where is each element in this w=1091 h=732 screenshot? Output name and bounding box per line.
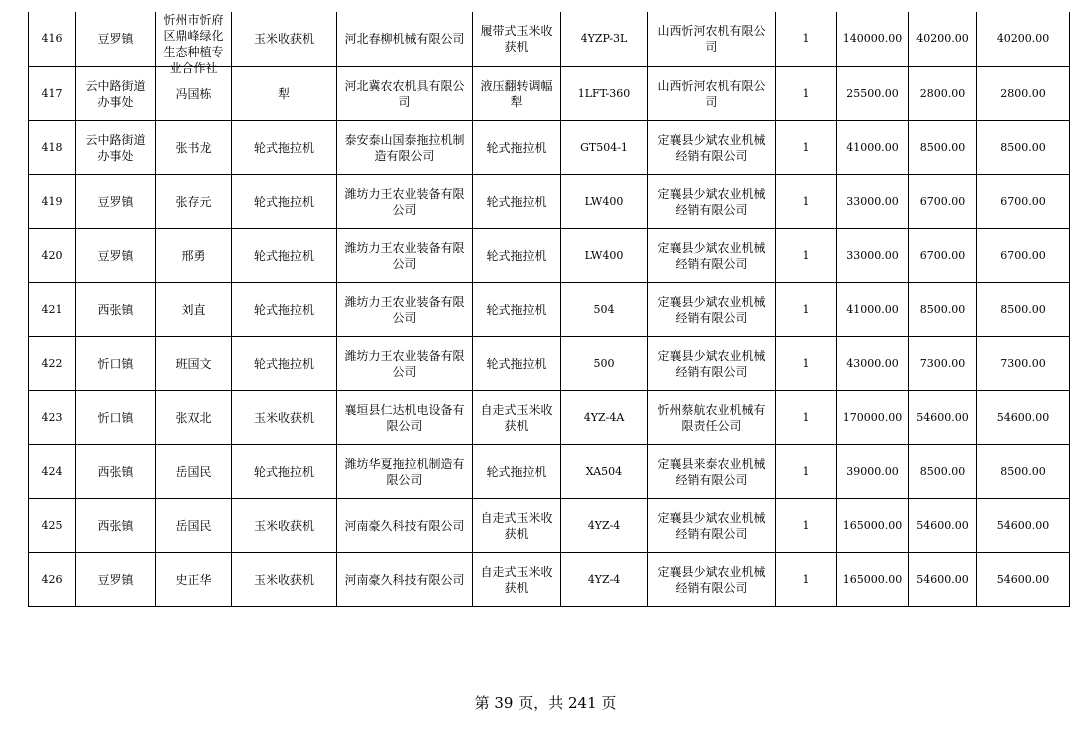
table-row	[29, 175, 1070, 229]
cell-buyer: 张存元	[156, 175, 232, 229]
cell-dealer: 定襄县少斌农业机械经销有限公司	[648, 499, 776, 553]
cell-unit-subsidy: 2800.00	[909, 67, 977, 121]
cell-sale-price: 140000.00	[837, 12, 909, 67]
cell-manufacturer: 潍坊力王农业装备有限公司	[337, 175, 473, 229]
cell-town: 云中路街道办事处	[76, 121, 156, 175]
cell-manufacturer: 潍坊华夏拖拉机制造有限公司	[337, 445, 473, 499]
cell-product-name: 自走式玉米收获机	[473, 391, 561, 445]
cell-machine-category: 轮式拖拉机	[232, 337, 337, 391]
cell-quantity: 1	[776, 121, 837, 175]
cell-sale-price: 41000.00	[837, 121, 909, 175]
table-row	[29, 337, 1070, 391]
cell-total-subsidy: 54600.00	[977, 553, 1070, 607]
cell-buyer: 冯国栋	[156, 67, 232, 121]
page-number: 第 39 页，共 241 页	[474, 694, 617, 712]
cell-manufacturer: 潍坊力王农业装备有限公司	[337, 283, 473, 337]
cell-sale-price: 43000.00	[837, 337, 909, 391]
table-row	[29, 121, 1070, 175]
cell-sale-price: 41000.00	[837, 283, 909, 337]
cell-town: 豆罗镇	[76, 175, 156, 229]
table-row	[29, 499, 1070, 553]
cell-manufacturer: 河南豪久科技有限公司	[337, 553, 473, 607]
cell-product-name: 轮式拖拉机	[473, 337, 561, 391]
cell-quantity: 1	[776, 391, 837, 445]
cell-machine-category: 玉米收获机	[232, 553, 337, 607]
cell-buyer: 张双北	[156, 391, 232, 445]
cell-product-name: 履带式玉米收获机	[473, 12, 561, 67]
cell-product-name: 轮式拖拉机	[473, 229, 561, 283]
cell-index: 424	[29, 445, 76, 499]
cell-model: 4YZP-3L	[561, 12, 648, 67]
cell-unit-subsidy: 6700.00	[909, 229, 977, 283]
cell-unit-subsidy: 40200.00	[909, 12, 977, 67]
cell-total-subsidy: 6700.00	[977, 175, 1070, 229]
cell-index: 416	[29, 12, 76, 67]
cell-unit-subsidy: 6700.00	[909, 175, 977, 229]
cell-sale-price: 170000.00	[837, 391, 909, 445]
cell-quantity: 1	[776, 283, 837, 337]
table-row	[29, 553, 1070, 607]
cell-total-subsidy: 54600.00	[977, 499, 1070, 553]
cell-unit-subsidy: 54600.00	[909, 391, 977, 445]
cell-buyer: 班国文	[156, 337, 232, 391]
cell-town: 忻口镇	[76, 391, 156, 445]
cell-sale-price: 33000.00	[837, 229, 909, 283]
cell-machine-category: 玉米收获机	[232, 12, 337, 67]
cell-product-name: 液压翻转调幅犁	[473, 67, 561, 121]
cell-unit-subsidy: 8500.00	[909, 445, 977, 499]
cell-unit-subsidy: 8500.00	[909, 283, 977, 337]
cell-dealer: 山西忻河农机有限公司	[648, 12, 776, 67]
cell-town: 豆罗镇	[76, 229, 156, 283]
cell-index: 417	[29, 67, 76, 121]
cell-machine-category: 犁	[232, 67, 337, 121]
cell-dealer: 山西忻河农机有限公司	[648, 67, 776, 121]
cell-town: 西张镇	[76, 283, 156, 337]
cell-town: 豆罗镇	[76, 12, 156, 67]
cell-manufacturer: 潍坊力王农业装备有限公司	[337, 229, 473, 283]
cell-model: GT504-1	[561, 121, 648, 175]
cell-dealer: 定襄县少斌农业机械经销有限公司	[648, 283, 776, 337]
cell-manufacturer: 襄垣县仁达机电设备有限公司	[337, 391, 473, 445]
table-row	[29, 445, 1070, 499]
cell-machine-category: 轮式拖拉机	[232, 121, 337, 175]
cell-unit-subsidy: 54600.00	[909, 499, 977, 553]
cell-unit-subsidy: 7300.00	[909, 337, 977, 391]
cell-town: 西张镇	[76, 499, 156, 553]
cell-machine-category: 轮式拖拉机	[232, 445, 337, 499]
cell-total-subsidy: 8500.00	[977, 121, 1070, 175]
cell-unit-subsidy: 8500.00	[909, 121, 977, 175]
cell-dealer: 定襄县来泰农业机械经销有限公司	[648, 445, 776, 499]
cell-product-name: 轮式拖拉机	[473, 121, 561, 175]
table-row	[29, 391, 1070, 445]
cell-product-name: 自走式玉米收获机	[473, 553, 561, 607]
cell-town: 豆罗镇	[76, 553, 156, 607]
cell-dealer: 定襄县少斌农业机械经销有限公司	[648, 337, 776, 391]
cell-buyer-text: 忻州市忻府区鼎峰绿化生态种植专业合作社	[163, 13, 224, 75]
cell-quantity: 1	[776, 67, 837, 121]
cell-index: 423	[29, 391, 76, 445]
cell-index: 425	[29, 499, 76, 553]
cell-machine-category: 玉米收获机	[232, 499, 337, 553]
cell-index: 422	[29, 337, 76, 391]
table-row	[29, 12, 1070, 67]
cell-index: 420	[29, 229, 76, 283]
cell-town: 西张镇	[76, 445, 156, 499]
cell-total-subsidy: 54600.00	[977, 391, 1070, 445]
cell-buyer: 史正华	[156, 553, 232, 607]
cell-index: 426	[29, 553, 76, 607]
cell-town: 忻口镇	[76, 337, 156, 391]
cell-manufacturer: 河北春柳机械有限公司	[337, 12, 473, 67]
cell-model: 1LFT-360	[561, 67, 648, 121]
cell-buyer: 张书龙	[156, 121, 232, 175]
cell-dealer: 定襄县少斌农业机械经销有限公司	[648, 553, 776, 607]
cell-model: LW400	[561, 175, 648, 229]
cell-quantity: 1	[776, 12, 837, 67]
cell-dealer: 定襄县少斌农业机械经销有限公司	[648, 121, 776, 175]
cell-model: 504	[561, 283, 648, 337]
cell-machine-category: 轮式拖拉机	[232, 229, 337, 283]
cell-index: 421	[29, 283, 76, 337]
cell-product-name: 轮式拖拉机	[473, 445, 561, 499]
cell-manufacturer: 泰安泰山国泰拖拉机制造有限公司	[337, 121, 473, 175]
cell-model: LW400	[561, 229, 648, 283]
subsidy-table	[28, 12, 1070, 607]
cell-machine-category: 轮式拖拉机	[232, 175, 337, 229]
cell-dealer: 忻州蔡航农业机械有限责任公司	[648, 391, 776, 445]
cell-unit-subsidy: 54600.00	[909, 553, 977, 607]
cell-product-name: 轮式拖拉机	[473, 175, 561, 229]
cell-model: 4YZ-4	[561, 553, 648, 607]
cell-product-name: 自走式玉米收获机	[473, 499, 561, 553]
table-row	[29, 283, 1070, 337]
cell-quantity: 1	[776, 337, 837, 391]
cell-machine-category: 轮式拖拉机	[232, 283, 337, 337]
cell-buyer: 岳国民	[156, 445, 232, 499]
cell-total-subsidy: 6700.00	[977, 229, 1070, 283]
cell-buyer: 刘直	[156, 283, 232, 337]
cell-index: 419	[29, 175, 76, 229]
cell-total-subsidy: 40200.00	[977, 12, 1070, 67]
table-row	[29, 229, 1070, 283]
cell-sale-price: 165000.00	[837, 553, 909, 607]
cell-quantity: 1	[776, 553, 837, 607]
cell-quantity: 1	[776, 499, 837, 553]
cell-quantity: 1	[776, 229, 837, 283]
cell-sale-price: 165000.00	[837, 499, 909, 553]
cell-town: 云中路街道办事处	[76, 67, 156, 121]
cell-total-subsidy: 8500.00	[977, 283, 1070, 337]
cell-dealer: 定襄县少斌农业机械经销有限公司	[648, 175, 776, 229]
cell-total-subsidy: 7300.00	[977, 337, 1070, 391]
cell-sale-price: 25500.00	[837, 67, 909, 121]
cell-manufacturer: 河北冀农农机具有限公司	[337, 67, 473, 121]
cell-quantity: 1	[776, 445, 837, 499]
cell-model: 500	[561, 337, 648, 391]
cell-buyer: 邢勇	[156, 229, 232, 283]
cell-manufacturer: 潍坊力王农业装备有限公司	[337, 337, 473, 391]
cell-buyer: 岳国民	[156, 499, 232, 553]
cell-product-name: 轮式拖拉机	[473, 283, 561, 337]
cell-machine-category: 玉米收获机	[232, 391, 337, 445]
cell-sale-price: 33000.00	[837, 175, 909, 229]
cell-buyer	[156, 12, 232, 75]
cell-model: 4YZ-4	[561, 499, 648, 553]
cell-index: 418	[29, 121, 76, 175]
cell-total-subsidy: 2800.00	[977, 67, 1070, 121]
cell-quantity: 1	[776, 175, 837, 229]
cell-manufacturer: 河南豪久科技有限公司	[337, 499, 473, 553]
cell-sale-price: 39000.00	[837, 445, 909, 499]
cell-model: XA504	[561, 445, 648, 499]
cell-dealer: 定襄县少斌农业机械经销有限公司	[648, 229, 776, 283]
cell-total-subsidy: 8500.00	[977, 445, 1070, 499]
cell-model: 4YZ-4A	[561, 391, 648, 445]
